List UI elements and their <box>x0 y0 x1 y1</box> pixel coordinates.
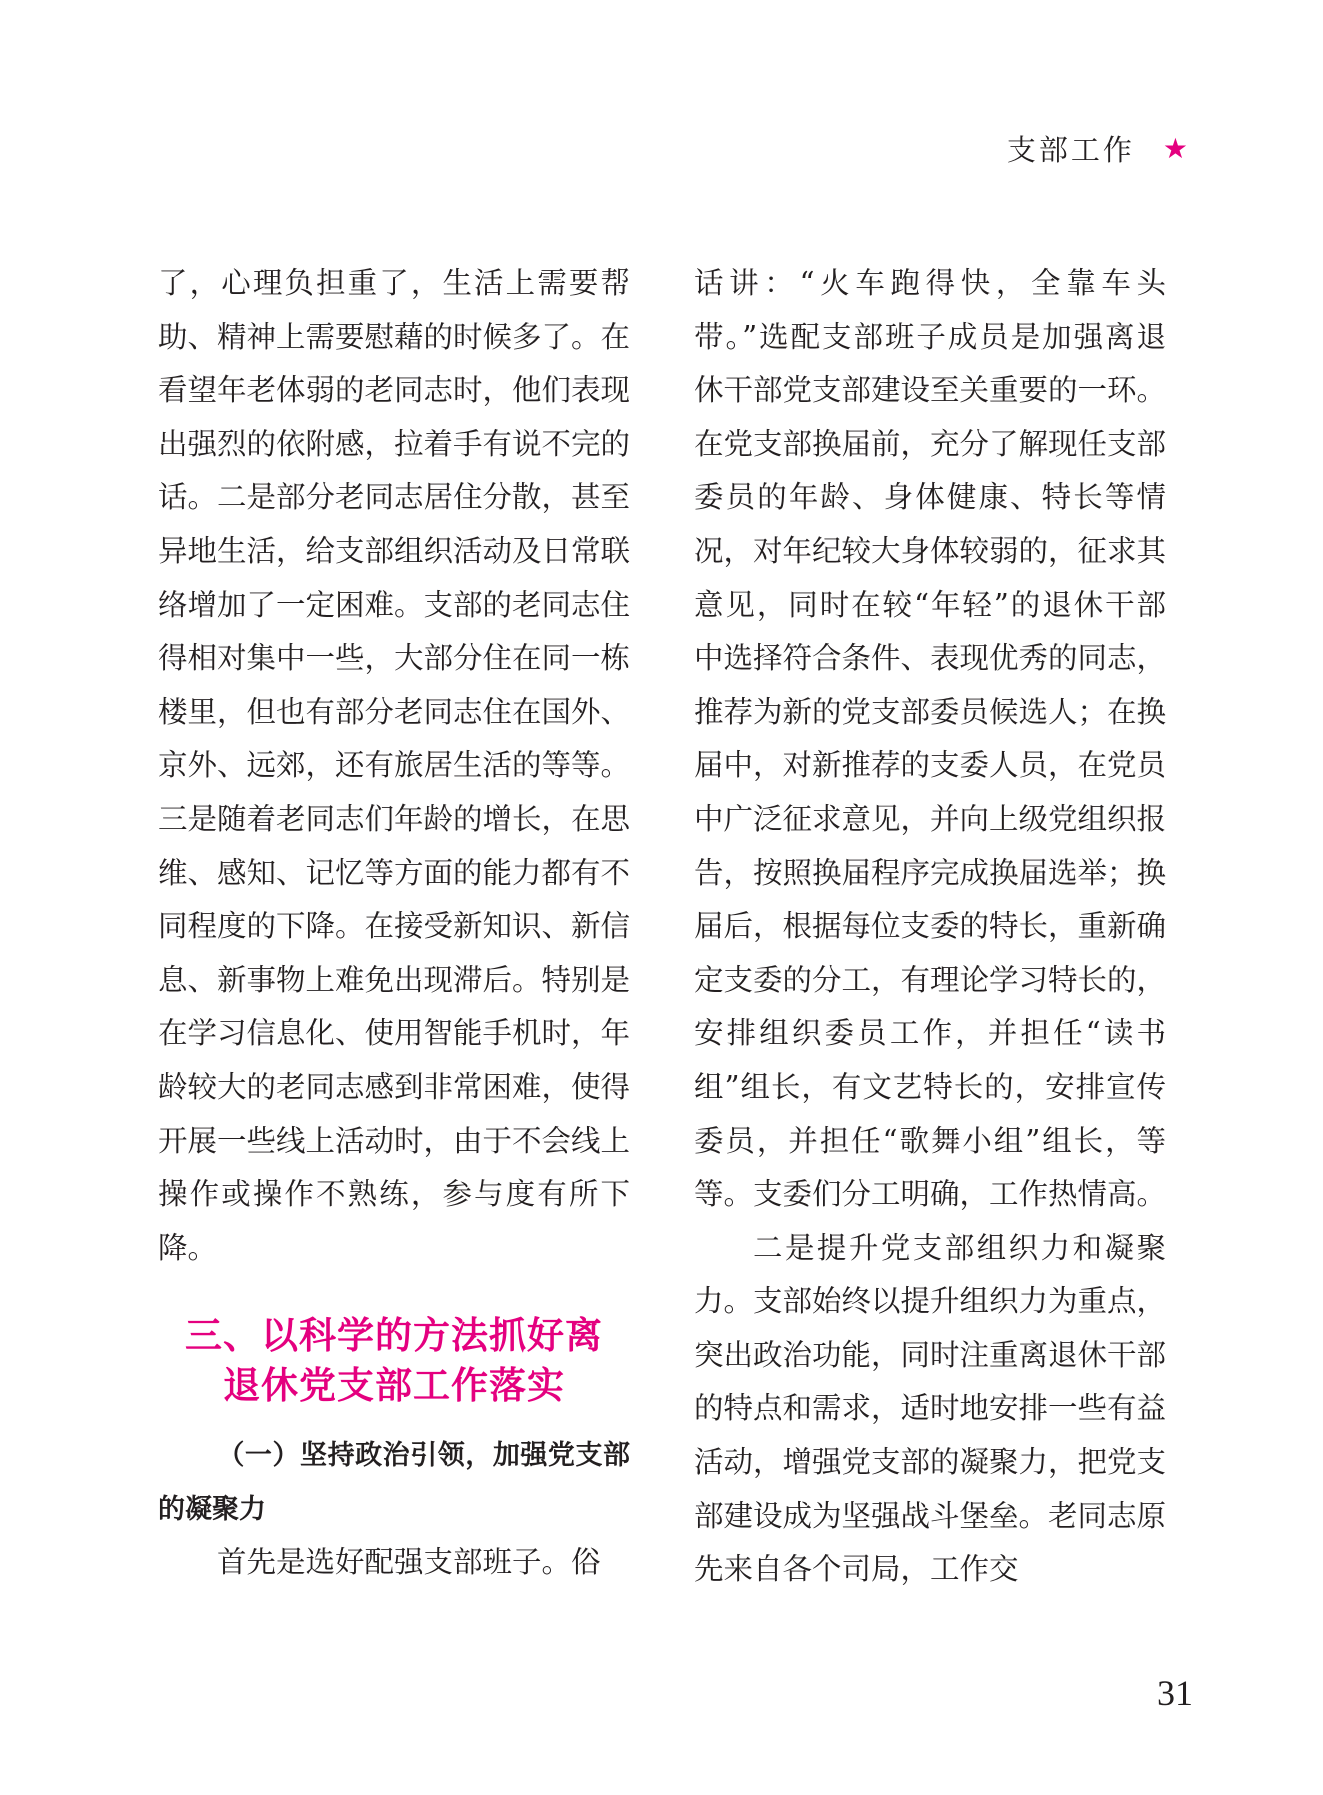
running-header <box>1007 128 1188 169</box>
right-column <box>694 257 1166 1597</box>
body-paragraph: 首先是选好配强支部班子。俗 <box>217 1545 601 1580</box>
page-number: 31 <box>1157 1673 1193 1713</box>
section-heading <box>158 1311 630 1411</box>
left-column <box>158 257 630 1590</box>
section-heading-line-2: 退休党支部工作落实 <box>223 1364 565 1408</box>
subsection-heading: （一）坚持政治引领，加强党支部的凝聚力 <box>158 1440 630 1525</box>
body-paragraph: 二是提升党支部组织力和凝聚力。支部始终以提升组织力为重点，突出政治功能，同时注重离退休干部的特点和需求，适时地安排一些有益活动，增强党支部的凝聚力，把党支部建设成为坚强战斗堡垒。老同志原先来自各个司局，工作交 <box>694 1230 1167 1587</box>
body-paragraph: 话讲：“火车跑得快，全靠车头带。”选配支部班子成员是加强离退休干部党支部建设至关重要的一环。在党支部换届前，充分了解现任支部委员的年龄、身体健康、特长等情况，对年纪较大身体较弱的，征求其意见，同时在较“年轻”的退休干部中选择符合条件、表现优秀的同志，推荐为新的党支部委员候选人；在换届中，对新推荐的支委人员，在党员中广泛征求意见，并向上级党组织报告，按照换届程序完成换届选举；换届后，根据每位支委的特长，重新确定支委的分工，有理论学习特长的，安排组织委员工作，并担任“读书组”组长，有文艺特长的，安排宣传委员，并担任“歌舞小组”组长，等等。支委们分工明确，工作热情高。 <box>694 266 1167 1212</box>
section-label: 支部工作 <box>1006 133 1135 167</box>
body-paragraph: 了，心理负担重了，生活上需要帮助、精神上需要慰藉的时候多了。在看望年老体弱的老同志时，他们表现出强烈的依附感，拉着手有说不完的话。二是部分老同志居住分散，甚至异地生活，给支部组织活动及日常联络增加了一定困难。支部的老同志住得相对集中一些，大部分住在同一栋楼里，但也有部分老同志住在国外、京外、远郊，还有旅居生活的等等。三是随着老同志们年龄的增长，在思维、感知、记忆等方面的能力都有不同程度的下降。在接受新知识、新信息、新事物上难免出现滞后。特别是在学习信息化、使用智能手机时，年龄较大的老同志感到非常困难，使得开展一些线上活动时，由于不会线上操作或操作不熟练，参与度有所下降。 <box>158 266 631 1265</box>
star-icon: ★ <box>1162 131 1188 165</box>
section-heading-line-1: 三、以科学的方法抓好离 <box>185 1314 603 1358</box>
